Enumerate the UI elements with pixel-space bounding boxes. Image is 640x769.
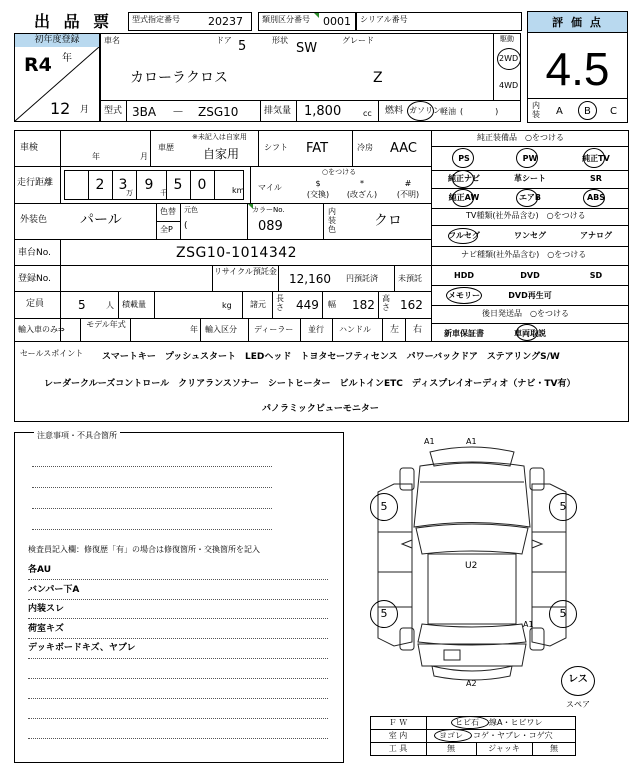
katashiki-label: 型式 [104,106,123,116]
divider [80,318,81,341]
later-warranty: 新車保証書 [444,329,484,338]
equipment-navi: 純正ナビ [448,174,480,183]
divider [278,265,279,291]
later-title: 後日発送品 ○をつける [482,309,569,318]
katashiki-dash: － [172,105,185,119]
tv-oneseg: ワンセグ [514,231,546,240]
divider [28,599,328,600]
equipment-pw: PW [522,154,538,163]
displacement-label: 排気量 [264,106,292,116]
interior-grade-c: C [610,106,617,117]
drive-divider [493,33,494,100]
fuel-label: 燃料 [385,106,404,116]
capacity-label: 定員 [26,299,45,309]
star-label: * [360,179,364,188]
caution-label: 注意事項・不具合箇所 [34,432,120,440]
shape-label: 形状 [272,36,288,45]
equipment-abs: ABS [586,193,606,202]
divider [272,291,273,318]
interior-circled-value: ヨゴレ [439,731,463,740]
tire-front-left: 5 [380,500,388,513]
width-value: 182 [352,298,375,312]
handle-left: 左 [390,325,400,335]
tire-rear-right: 5 [559,607,567,620]
mile-label: マイル [258,183,282,192]
inspector-entry: バンパー下A [28,585,80,595]
inspector-entry: 内装スレ [28,604,65,614]
divider [28,738,328,739]
chassis-label: 車台No. [18,248,51,258]
dollar-label: $ [315,179,321,188]
original-color-label: 元色 [184,206,198,214]
shift-value: FAT [306,141,329,156]
height-label: 高さ [382,294,390,312]
divider [527,98,628,99]
chassis-value: ZSG10-1014342 [176,245,298,261]
divider [14,291,431,292]
navi-dvd-play: DVD再生可 [508,291,552,300]
selling-points-line1: スマートキー プッシュスタート LEDヘッド トヨタセーフティセンス パワーバックドア ステアリングS/W [102,352,560,362]
interior-grade-b: B [584,106,591,117]
divider [32,466,272,467]
equipment-ps: PS [458,154,470,163]
divider [14,239,431,240]
divider [370,729,576,730]
divider [378,291,379,318]
divider [200,318,201,341]
divider [32,529,272,530]
divider [14,265,431,266]
divider [527,32,628,33]
color-no-value: 089 [258,219,283,234]
divider [130,318,131,341]
divider [118,291,119,318]
first-reg-month: 12 [50,99,71,118]
tire-rear-left: 5 [380,607,388,620]
drive-label: 駆動 [500,35,514,43]
damage-a1-rear-right: A1 [523,620,534,629]
selling-points-line3: パノラミックビューモニター [262,404,379,414]
equipment-tv: 純正TV [582,154,610,163]
divider [28,579,328,580]
spare-value: レス [568,674,588,685]
circle-note: ○をつける [322,168,357,176]
divider [323,203,324,239]
displacement-unit: cc [363,109,372,118]
color-no-label: カラーNo. [252,206,285,214]
sharp-label: # [404,179,412,188]
divider [431,208,629,209]
divider [156,221,180,222]
body-shape: SW [296,41,318,56]
mileage-digit: 3 [118,177,128,193]
tv-fullseg: フルセグ [448,231,480,240]
navi-hdd: HDD [454,271,474,280]
divider [258,130,259,166]
ac-value: AAC [390,141,417,156]
capacity-unit: 人 [106,301,114,310]
mileage-digit: 0 [197,177,207,193]
divider [431,285,629,286]
divider [154,291,155,318]
mileage-digit: 9 [144,177,154,193]
category-label: 類別区分番号 [262,15,310,24]
history-label: 車歴 [158,143,174,152]
shift-label: シフト [264,143,288,152]
shaken-label: 車検 [20,143,39,153]
serial-label: シリアル番号 [360,15,408,24]
interior-rest: コゲ・ヤブレ・コゲ穴 [473,731,553,740]
divider [212,265,213,291]
capacity-value: 5 [78,298,86,312]
divider [60,130,61,203]
form-title: 出 品 票 [34,12,114,31]
length-value: 449 [296,298,319,312]
divider [28,678,328,679]
fw-label: Ｆ Ｗ [388,718,408,727]
jack-value: 無 [550,744,558,753]
import-class-label: 輸入区分 [205,325,237,334]
shaken-month-unit: 月 [140,152,148,161]
first-reg-era-year: R4 [24,54,52,76]
divider [32,508,272,509]
divider [322,291,323,318]
divider [214,170,215,200]
divider [28,638,328,639]
divider [28,658,328,659]
navi-sd: SD [589,271,603,280]
width-label: 幅 [328,300,336,309]
color-value: パール [80,212,122,228]
recycle-label: リサイクル預託金 [214,267,277,276]
grade-value: Z [373,70,383,86]
category-value: 0001 [323,15,351,28]
dims-label: 諸元 [250,300,266,309]
all-color-label: 全P [160,225,173,234]
interior-grade-a: A [556,106,563,117]
divider [296,100,297,122]
recycle-pending: 未預託 [398,274,422,283]
inspector-entry: 各AU [28,565,51,575]
divider [431,146,629,147]
model-no-value: 20237 [208,15,243,28]
recycle-unit: 円預託済 [346,274,378,283]
fw-rest: 線A・ヒビワレ [489,718,543,727]
first-reg-year-unit: 年 [62,53,72,64]
divider [431,246,629,247]
drive-4wd: 4WD [499,81,519,90]
katashiki-row-line [100,100,521,101]
grade-label: グレード [342,36,374,45]
divider [136,170,137,200]
handle-label: ハンドル [339,325,371,334]
tools-label: 工 具 [388,744,408,753]
divider [242,291,243,318]
divider [431,225,629,226]
dealer-label: ディーラー [254,325,294,334]
first-reg-month-unit: 月 [80,105,90,115]
sen-unit: 千 [160,189,167,197]
green-corner-mark [314,13,319,18]
jack-label: ジャッキ [488,744,520,753]
interior-cond-label: 室 内 [388,731,408,740]
tools-value: 無 [447,744,455,753]
load-unit: kg [222,301,232,310]
door-label: ドア [216,36,232,45]
model-no-label: 型式指定番号 [132,15,180,24]
divider [378,100,379,122]
fw-circled-value: ヒビ石 [455,718,479,727]
damage-a2-rear-bumper: A2 [466,679,477,688]
equipment-sr: SR [590,174,602,183]
color-change-label: 色替 [160,207,176,216]
parallel-label: 並行 [308,325,324,334]
divider [394,265,395,291]
recycle-value: 12,160 [289,272,331,286]
divider [431,305,629,306]
tire-front-right: 5 [559,500,567,513]
divider [14,166,431,167]
selling-points-label: セールスポイント [20,349,84,358]
divider [14,203,431,204]
original-color-paren: ( [184,221,188,231]
car-name-label: 車名 [104,36,120,45]
mileage-label: 走行距離 [17,178,54,188]
divider [260,100,261,122]
interior-color-label: 内装色 [328,207,336,235]
history-note: ※未記入は自家用 [192,133,247,141]
model-year-label: モデル年式 [86,320,126,329]
divider [370,742,576,743]
divider [332,318,333,341]
fuel-value: ガソリン [409,106,441,115]
divider [250,166,251,203]
navi-title: ナビ種類(社外品含む) ○をつける [461,250,587,259]
divider [352,130,353,166]
km-unit: km [232,186,245,195]
man-unit: 万 [126,189,133,197]
inspector-label: 検査員記入欄：修復歴「有」の場合は修復箇所・交換箇所を記入 [28,545,260,554]
notes-box [14,432,344,763]
interior-grade-label: 内装 [532,101,540,119]
length-label: 長さ [276,294,284,312]
import-label: 輸入車のみ⇒ [18,325,65,334]
light-oil-paren: ( ) [460,107,499,116]
divider [382,318,383,341]
reg-label: 登録No. [18,274,51,284]
tv-analog: アナログ [580,231,612,240]
interior-color-value: クロ [374,213,402,229]
later-manual: 車両取説 [514,329,546,338]
equipment-aw: 純正AW [448,193,480,202]
spare-label: スペア [566,700,590,709]
divider [180,203,181,239]
divider [14,318,431,319]
katashiki-value: ZSG10 [198,105,239,119]
score-value: 4.5 [545,43,610,95]
mileage-digit: 2 [95,177,105,193]
handle-right: 右 [413,325,423,335]
damage-u2-roof: U2 [465,561,478,571]
first-registration-label: 初年度登録 [34,35,80,45]
light-oil-label: 軽油 [440,107,456,116]
load-label: 積載量 [122,300,146,309]
divider [248,318,249,341]
selling-points-line2: レーダークルーズコントロール クリアランスソナー シートヒーター ビルトインETC ディスプレイオーディオ（ナビ・TV有） [44,379,576,389]
sharp-sub: (不明) [396,190,420,199]
inspector-entry: 荷室キズ [28,624,64,634]
damage-a1-front-left: A1 [424,437,435,446]
divider [126,100,127,122]
divider [28,718,328,719]
divider [28,698,328,699]
navi-dvd: DVD [520,271,540,280]
navi-memory: メモリー [448,291,480,300]
displacement-value: 1,800 [304,104,342,119]
history-value: 自家用 [203,147,240,161]
divider [14,341,629,342]
mileage-digit: 5 [173,177,183,193]
color-label: 外装色 [20,215,48,225]
height-value: 162 [400,298,423,312]
inspector-entry: デッキボードキズ、ヤブレ [28,643,136,653]
damage-a1-front-right: A1 [466,437,477,446]
score-label: 評 価 点 [552,16,603,29]
divider [405,318,406,341]
equipment-title: 純正装備品 ○をつける [477,133,564,142]
divider [32,487,272,488]
star-sub: (改ざん) [346,190,378,199]
car-name: カローラクロス [130,70,228,86]
divider [150,130,151,166]
ac-label: 冷房 [357,143,373,152]
divider [431,265,629,266]
equipment-airbag: エアB [518,193,542,202]
dollar-sub: (交換) [306,190,330,199]
drive-2wd: 2WD [499,54,519,63]
tv-title: TV種類(社外品含む) ○をつける [466,211,586,220]
shaken-year-unit: 年 [92,152,100,161]
katashiki-prefix: 3BA [132,105,157,119]
divider [28,618,328,619]
door-count: 5 [238,39,247,54]
import-year-unit: 年 [190,325,198,334]
divider [300,318,301,341]
equipment-leather: 革シート [514,174,546,183]
